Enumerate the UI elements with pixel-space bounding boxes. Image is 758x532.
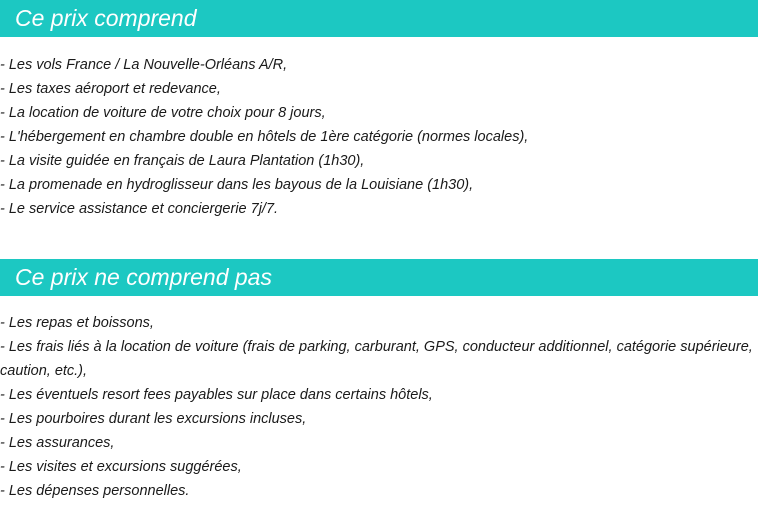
list-item: - L'hébergement en chambre double en hôtels de 1ère catégorie (normes locales), bbox=[0, 129, 529, 145]
list-item: - Les dépenses personnelles. bbox=[0, 483, 190, 499]
excludes-title-text: Ce prix ne comprend pas bbox=[15, 264, 272, 290]
list-item: - La promenade en hydroglisseur dans les bayous de la Louisiane (1h30), bbox=[0, 177, 474, 193]
list-item: - La visite guidée en français de Laura Plantation (1h30), bbox=[0, 153, 365, 169]
section-spacer bbox=[0, 221, 758, 259]
list-item: - Le service assistance et conciergerie 7j/7. bbox=[0, 201, 279, 217]
excludes-section-title bbox=[0, 259, 758, 296]
list-item: - Les visites et excursions suggérées, bbox=[0, 459, 242, 475]
excludes-list bbox=[0, 311, 758, 503]
list-item: - Les éventuels resort fees payables sur place dans certains hôtels, bbox=[0, 387, 433, 403]
includes-section-title bbox=[0, 0, 758, 37]
list-item: - Les vols France / La Nouvelle-Orléans A/R, bbox=[0, 57, 288, 73]
list-item: - Les taxes aéroport et redevance, bbox=[0, 81, 221, 97]
list-item: - La location de voiture de votre choix pour 8 jours, bbox=[0, 105, 326, 121]
list-item: - Les assurances, bbox=[0, 435, 115, 451]
includes-list bbox=[0, 53, 758, 221]
list-item: - Les frais liés à la location de voiture (frais de parking, carburant, GPS, conducteur additionnel, catégorie supérieure, caution, etc.), bbox=[0, 339, 753, 379]
list-item: - Les repas et boissons, bbox=[0, 315, 154, 331]
list-item: - Les pourboires durant les excursions incluses, bbox=[0, 411, 307, 427]
includes-title-text: Ce prix comprend bbox=[15, 5, 197, 31]
